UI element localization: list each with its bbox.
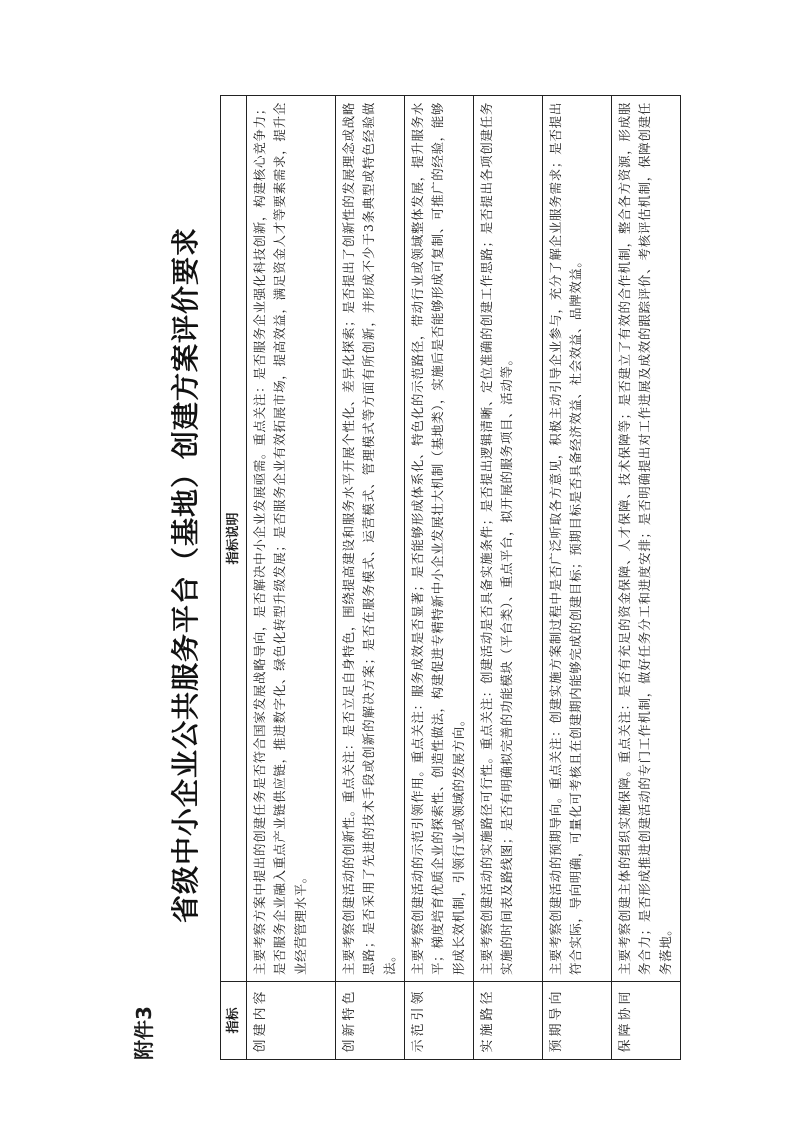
indicator-description: 主要考察创建活动的创新性。重点关注：是否立足自身特色，围绕提高建设和服务水平开展个性化、差异化探索；是否提出了创新性的发展理念或战略思路；是否采用了先进的技术手段或创新的解决方案；是否在服务模式、运营模式、管理模式等方面有所创新，并形成不少于3条典型或特色经验做法。: [336, 96, 405, 982]
indicator-name: 创建内容: [247, 982, 336, 1060]
indicator-description: 主要考察创建活动的预期导向。重点关注：创建实施方案制过程中是否广泛听取各方意见，积极主动引导企业参与，充分了解企业服务需求；是否提出符合实际，导向明确，可量化可考核且在创建期内能够完成的创建目标；预期目标是否具备经济效益、社会效益、品牌效益。: [543, 96, 612, 982]
indicator-name: 创新特色: [336, 982, 405, 1060]
table-row: [612, 96, 681, 1060]
indicator-description: 主要考察创建活动的实施路径可行性。重点关注：创建活动是否具备实施条件；是否提出逻辑清晰、定位准确的创建工作思路；是否提出各项创建任务实施的时间表及路线图；是否有明确拟完善的功能模块（平台类）、重点平台，拟开展的服务项目、活动等。: [474, 96, 543, 982]
table-row: [474, 96, 543, 1060]
table-row: [543, 96, 612, 1060]
attachment-label: 附件3: [132, 1006, 156, 1060]
table-row: [247, 96, 336, 1060]
table-row: [336, 96, 405, 1060]
indicator-name: 示范引领: [405, 982, 474, 1060]
document-title: 省级中小企业公共服务平台（基地）创建方案评价要求: [169, 227, 202, 924]
indicator-name: 保障协同: [612, 982, 681, 1060]
indicator-description: 主要考察创建主体的组织实施保障。重点关注：是否有充足的资金保障、人才保障、技术保障等；是否建立了有效的合作机制，整合各方资源，形成服务合力；是否形成推进创建活动的专门工作机制，做好任务分工和进度安排；是否明确提出对工作进展及成效的跟踪评价、考核评估机制，保障创建任务落地。: [612, 96, 681, 982]
header-indicator: 指标: [221, 982, 247, 1060]
indicator-description: 主要考察创建活动的示范引领作用。重点关注：服务成效是否显著；是否能够形成体系化、特色化的示范路径，带动行业或领域整体发展，提升服务水平；梯度培育优质企业的探索性、创造性做法，构建促进专精特新中小企业发展壮大机制（基地类），实施后是否能够形成可复制、可推广的经验，能够形成长效机制，引领行业或领域的发展方向。: [405, 96, 474, 982]
indicator-description: 主要考察方案中提出的创建任务是否符合国家发展战略导向，是否解决中小企业发展亟需。重点关注：是否服务企业强化科技创新，构建核心竞争力；是否服务企业融入重点产业链供应链，推进数字化、绿色化转型升级发展；是否服务企业有效拓展市场，提高效益，满足资金人才等要素需求，提升企业经营管理水平。: [247, 96, 336, 982]
table-header-row: [221, 96, 247, 1060]
table-row: [405, 96, 474, 1060]
document-page: [120, 90, 680, 1060]
indicator-name: 实施路径: [474, 982, 543, 1060]
header-description: 指标说明: [221, 96, 247, 982]
indicator-name: 预期导向: [543, 982, 612, 1060]
evaluation-table: [220, 95, 681, 1060]
